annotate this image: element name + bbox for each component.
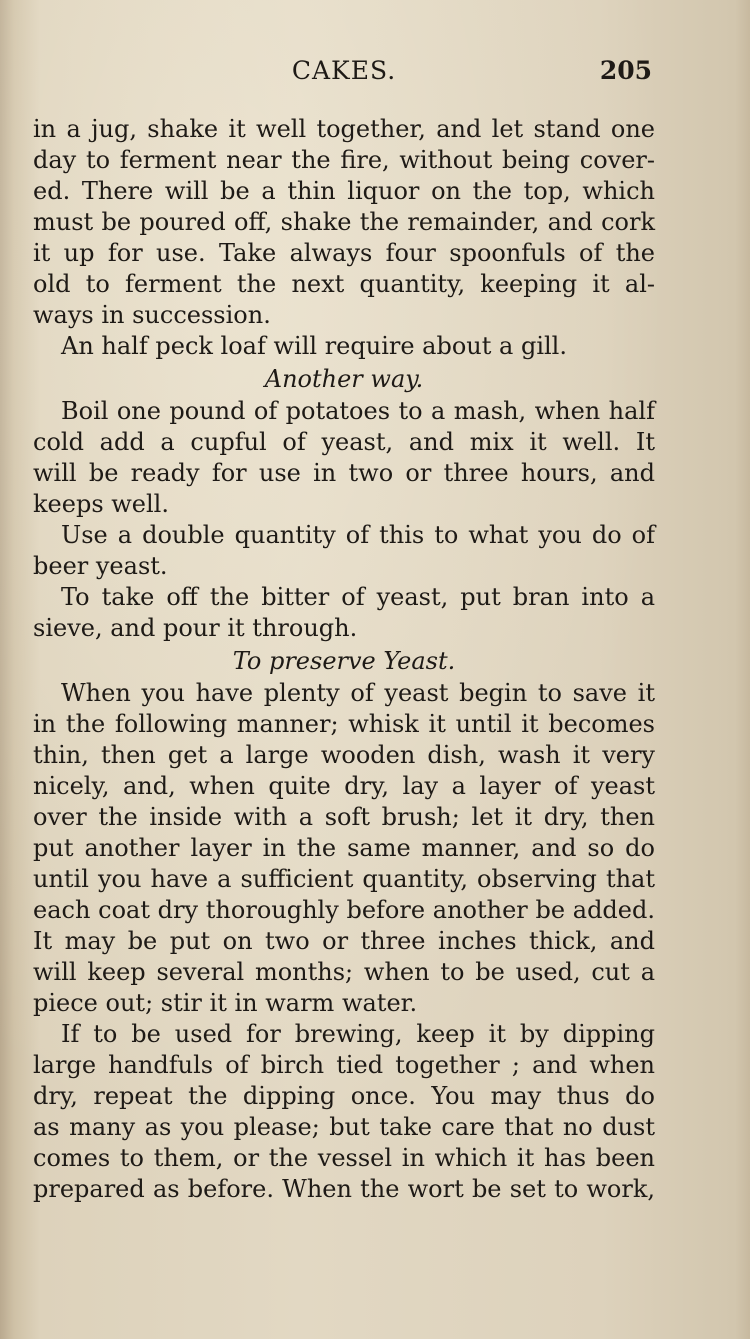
text-line: as many as you please; but take care that no dust <box>33 1113 655 1141</box>
text-line: sieve, and pour it through. <box>33 614 358 642</box>
text-line: over the inside with a soft brush; let it dry, then <box>33 803 655 831</box>
page-body <box>33 114 655 1205</box>
text-line: old to ferment the next quantity, keeping it al- <box>33 270 655 298</box>
text-line: beer yeast. <box>33 552 168 580</box>
text-line: each coat dry thoroughly before another be added. <box>33 896 655 924</box>
text-line: When you have plenty of yeast begin to save it <box>61 679 655 707</box>
text-line: Boil one pound of potatoes to a mash, when half <box>61 397 655 425</box>
text-line: thin, then get a large wooden dish, wash it very <box>33 741 655 769</box>
text-line: must be poured off, shake the remainder, and cork <box>33 208 655 236</box>
text-line: will keep several months; when to be used, cut a <box>33 958 655 986</box>
text-line: day to ferment near the fire, without being cover- <box>33 146 655 174</box>
text-line: keeps well. <box>33 490 169 518</box>
text-line: An half peck loaf will require about a gill. <box>61 332 567 360</box>
text-line: prepared as before. When the wort be set to work, <box>33 1175 655 1203</box>
text-line: It may be put on two or three inches thick, and <box>33 927 655 955</box>
text-line: until you have a sufficient quantity, observing that <box>33 865 655 893</box>
text-line: ed. There will be a thin liquor on the top, which <box>33 177 655 205</box>
text-line: comes to them, or the vessel in which it has been <box>33 1144 655 1172</box>
text-line: nicely, and, when quite dry, lay a layer of yeast <box>33 772 655 800</box>
section-heading-another-way: Another way. <box>264 365 424 393</box>
text-line: in the following manner; whisk it until it becomes <box>33 710 655 738</box>
text-line: dry, repeat the dipping once. You may thus do <box>33 1082 655 1110</box>
page-header <box>34 56 654 96</box>
text-line: To take off the bitter of yeast, put bran into a <box>61 583 655 611</box>
text-line: it up for use. Take always four spoonfuls of the <box>33 239 655 267</box>
text-line: Use a double quantity of this to what you do of <box>61 521 655 549</box>
text-line: in a jug, shake it well together, and let stand one <box>33 115 655 143</box>
text-line: cold add a cupful of yeast, and mix it well. It <box>33 428 655 456</box>
text-line: put another layer in the same manner, and so do <box>33 834 655 862</box>
text-line: If to be used for brewing, keep it by dipping <box>61 1020 655 1048</box>
page-number: 205 <box>599 56 652 85</box>
running-head: CAKES. <box>291 56 397 85</box>
text-line: large handfuls of birch tied together ; and when <box>33 1051 655 1079</box>
text-line: ways in succession. <box>33 301 271 329</box>
section-heading-preserve-yeast: To preserve Yeast. <box>232 647 456 675</box>
text-line: will be ready for use in two or three hours, and <box>33 459 655 487</box>
text-line: piece out; stir it in warm water. <box>33 989 418 1017</box>
